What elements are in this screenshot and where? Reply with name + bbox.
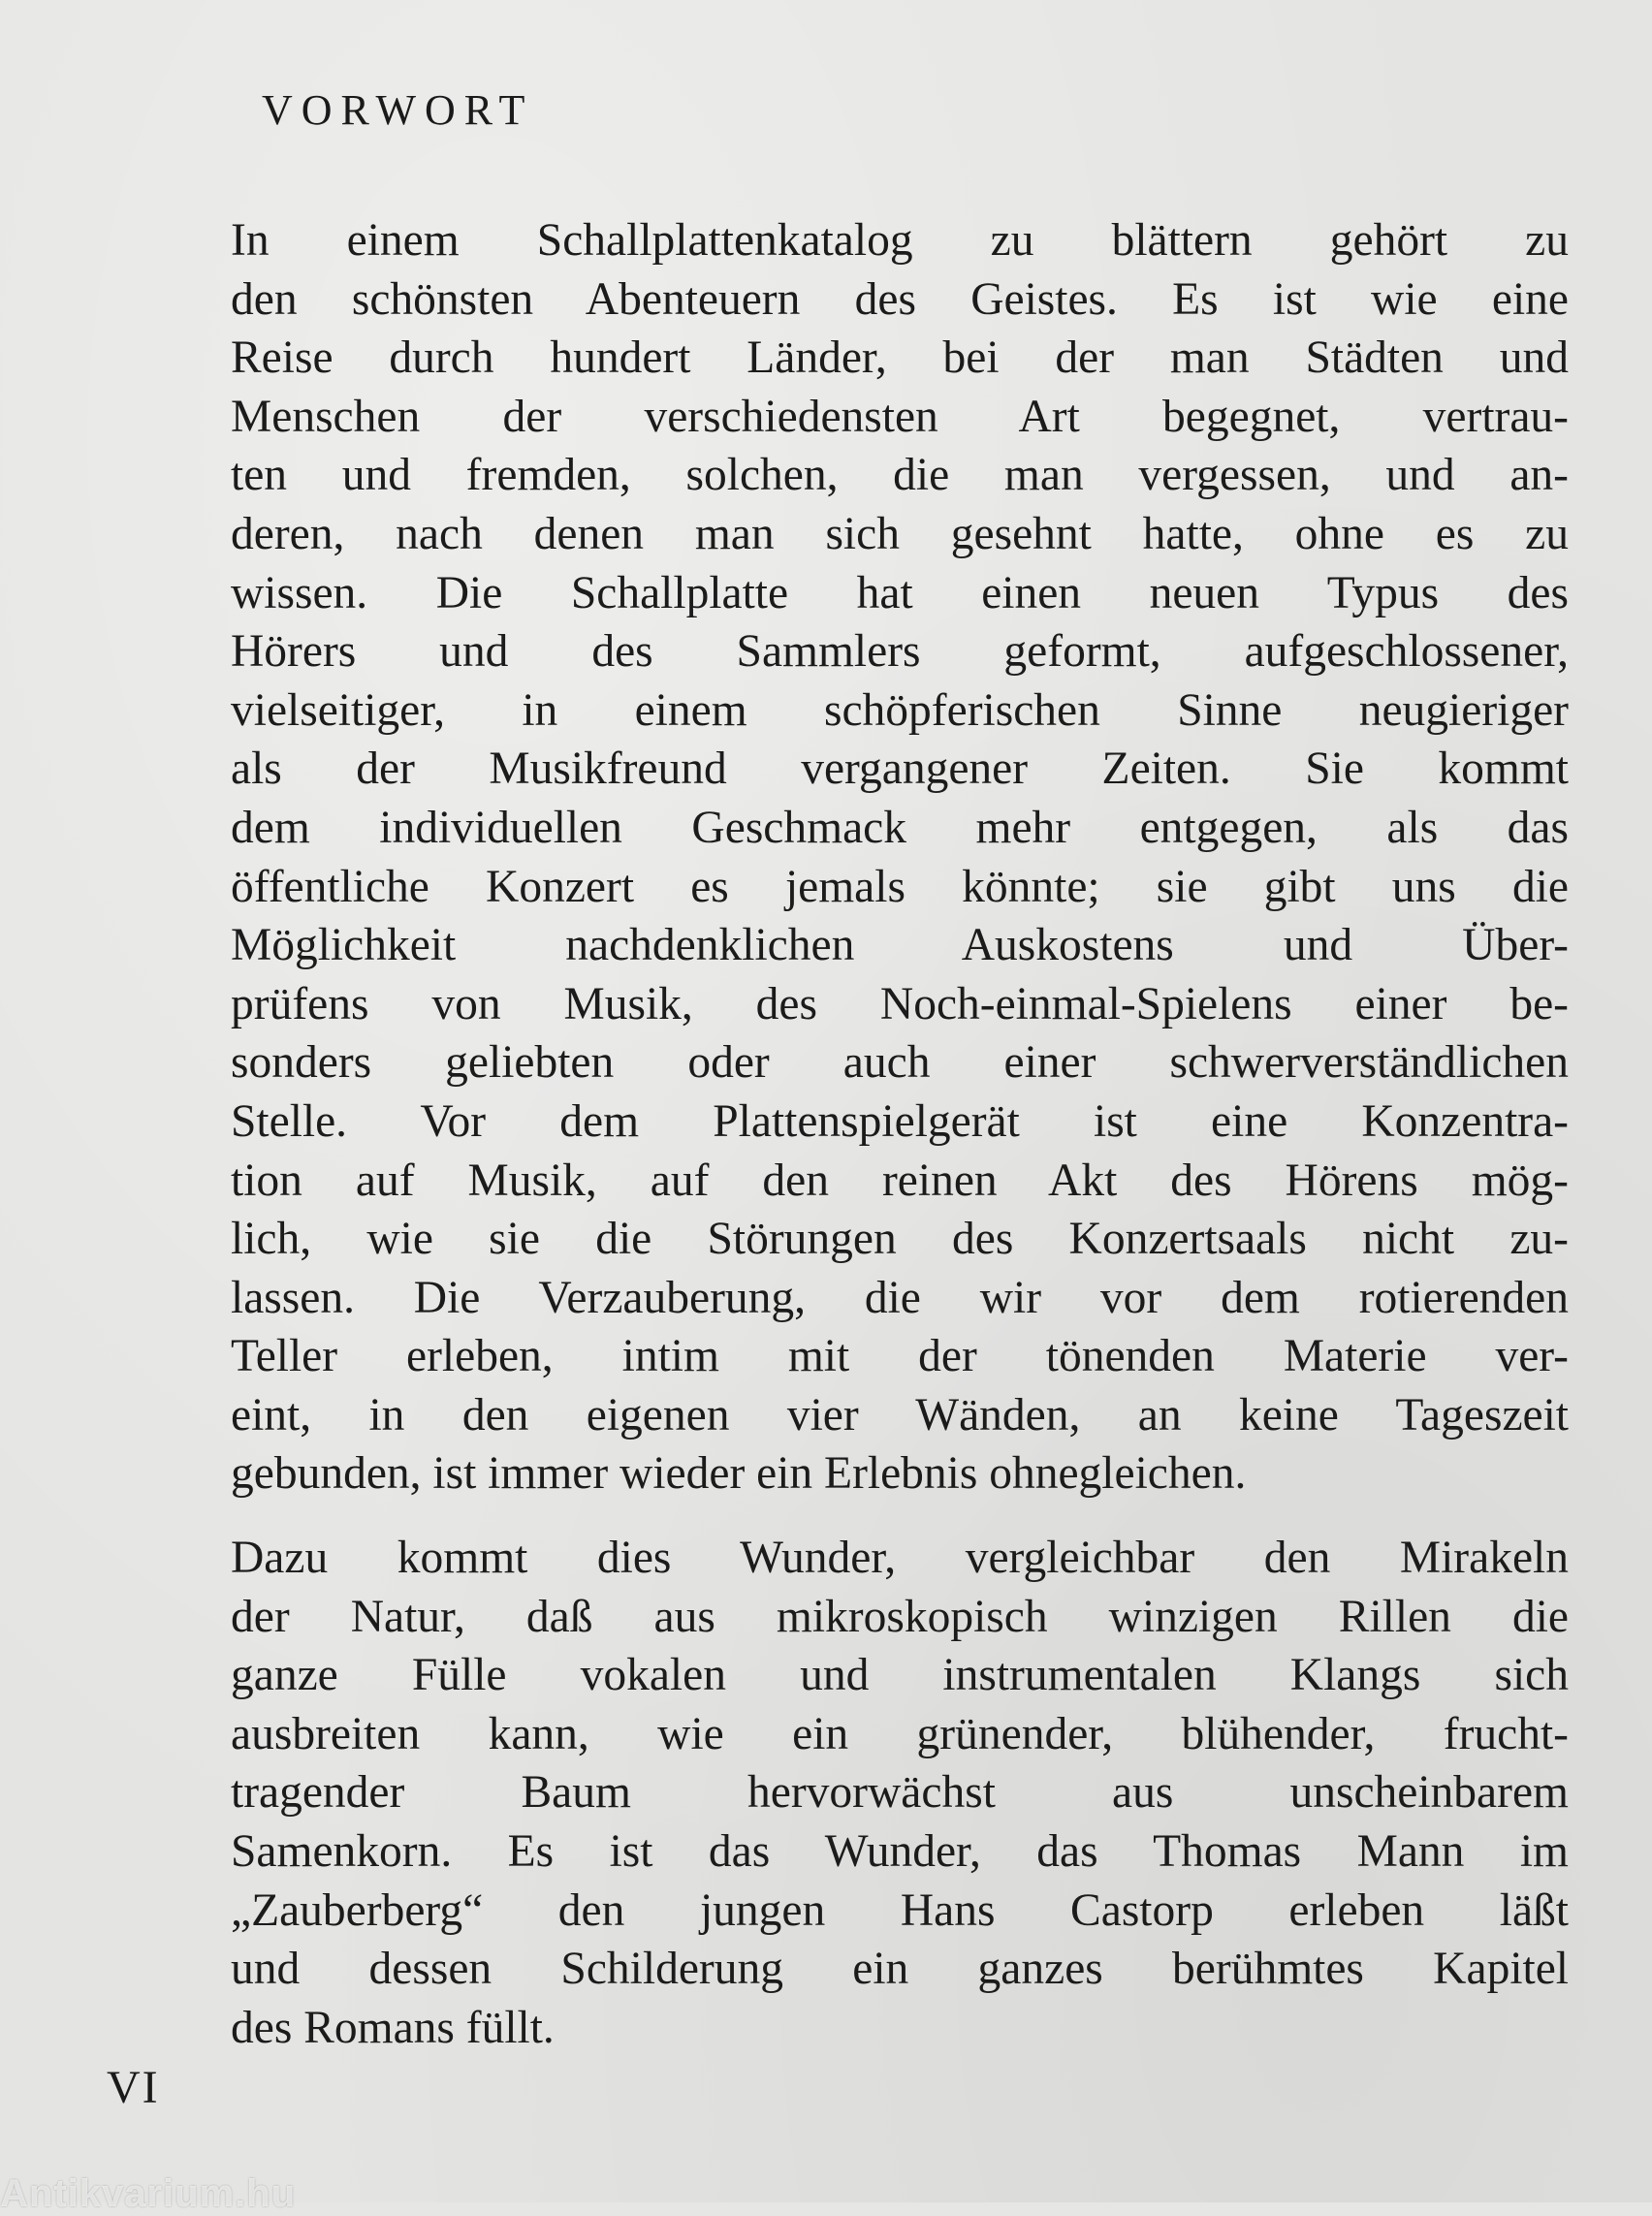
text-line: Menschen der verschiedensten Art begegnet, vertrau- (231, 391, 1569, 442)
text-line: Reise durch hundert Länder, bei der man Städten und (231, 332, 1569, 384)
text-line: des Romans füllt. (231, 2002, 555, 2053)
text-line: als der Musikfreund vergangener Zeiten. Sie kommt (231, 744, 1569, 795)
text-line: und dessen Schilderung ein ganzes berühmtes Kapitel (231, 1944, 1569, 1995)
text-line: öffentliche Konzert es jemals könnte; sie gibt uns die (231, 861, 1569, 912)
text-line: Samenkorn. Es ist das Wunder, das Thomas Mann im (231, 1826, 1569, 1878)
text-line: wissen. Die Schallplatte hat einen neuen Typus des (231, 567, 1569, 618)
text-line: dem individuellen Geschmack mehr entgegen, als das (231, 802, 1569, 853)
text-line: Möglichkeit nachdenklichen Auskostens und Über- (231, 920, 1569, 971)
text-line: sonders geliebten oder auch einer schwerverständlichen (231, 1037, 1569, 1089)
text-line: Teller erleben, intim mit der tönenden Materie ver- (231, 1331, 1569, 1382)
text-line: lich, wie sie die Störungen des Konzertsaals nicht zu- (231, 1214, 1569, 1265)
text-line: Stelle. Vor dem Plattenspielgerät ist eine Konzentra- (231, 1095, 1569, 1147)
text-line: Hörers und des Sammlers geformt, aufgeschlossener, (231, 626, 1569, 678)
text-line: ausbreiten kann, wie ein grünender, blühender, frucht- (231, 1708, 1569, 1759)
text-line: der Natur, daß aus mikroskopisch winzigen Rillen die (231, 1591, 1569, 1642)
page-number: VI (107, 2062, 160, 2113)
text-line: eint, in den eigenen vier Wänden, an keine Tageszeit (231, 1389, 1569, 1440)
text-line: deren, nach denen man sich gesehnt hatte, ohne es zu (231, 508, 1569, 559)
chapter-heading: VORWORT (262, 86, 534, 134)
paragraph-1 (231, 211, 1569, 1504)
text-line: den schönsten Abenteuern des Geistes. Es ist wie eine (231, 273, 1569, 325)
text-line: vielseitiger, in einem schöpferischen Sinne neugieriger (231, 684, 1569, 736)
text-line: ten und fremden, solchen, die man vergessen, und an- (231, 450, 1569, 501)
body-text (231, 211, 1569, 2057)
text-line: „Zauberberg“ den jungen Hans Castorp erleben läßt (231, 1884, 1569, 1936)
text-line: prüfens von Musik, des Noch-einmal-Spielens einer be- (231, 978, 1569, 1029)
text-line: ganze Fülle vokalen und instrumentalen Klangs sich (231, 1650, 1569, 1701)
text-line: Dazu kommt dies Wunder, vergleichbar den Mirakeln (231, 1533, 1569, 1584)
paragraph-2 (231, 1529, 1569, 2057)
text-line: lassen. Die Verzauberung, die wir vor dem rotierenden (231, 1272, 1569, 1323)
text-line: In einem Schallplattenkatalog zu blättern gehört zu (231, 215, 1569, 266)
text-line: tion auf Musik, auf den reinen Akt des Hörens mög- (231, 1155, 1569, 1206)
watermark: Antikvarium.hu (0, 2172, 297, 2215)
text-line: gebunden, ist immer wieder ein Erlebnis ohnegleichen. (231, 1448, 1247, 1500)
text-line: tragender Baum hervorwächst aus unscheinbarem (231, 1767, 1569, 1819)
